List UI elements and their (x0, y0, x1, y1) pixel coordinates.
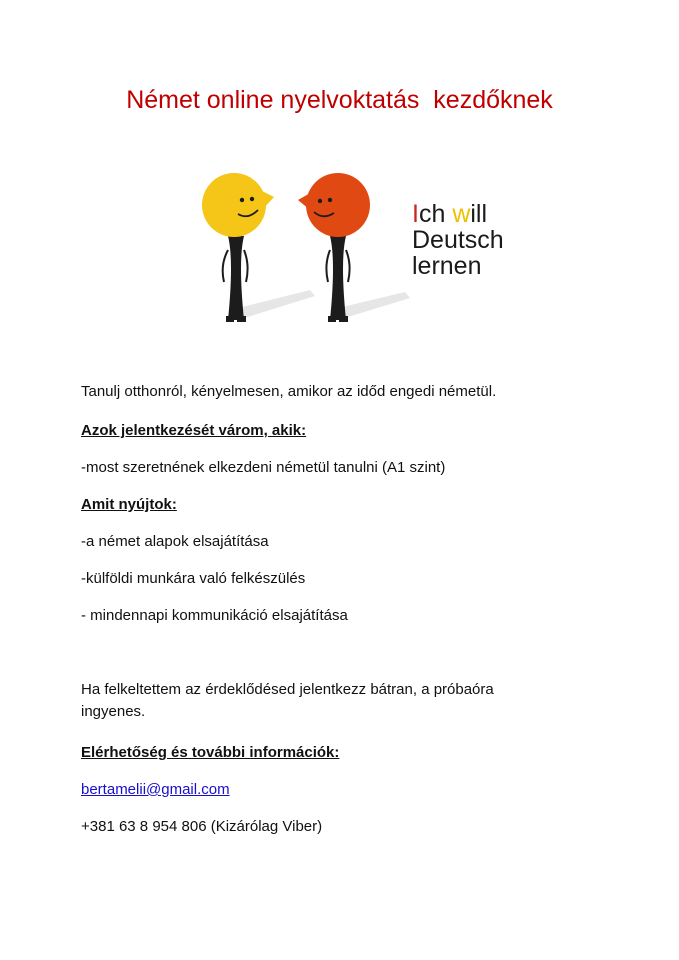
right-face-icon (298, 173, 370, 237)
right-figure-body (330, 236, 346, 320)
page-title: Német online nyelvoktatás kezdőknek (126, 86, 553, 114)
audience-item: -most szeretnének elkezdeni németül tanulni (A1 szint) (81, 459, 446, 476)
ich-will-deutsch-lernen-illustration (190, 170, 530, 335)
audience-heading: Azok jelentkezését várom, akik: (81, 422, 307, 439)
offer-item: - mindennapi kommunikáció elsajátítása (81, 607, 348, 624)
offer-item: -külföldi munkára való felkészülés (81, 570, 306, 587)
intro-text: Tanulj otthonról, kényelmesen, amikor az időd engedi németül. (81, 383, 497, 400)
logo-line-2: Deutsch (412, 226, 504, 254)
phone-text: +381 63 8 954 806 (Kizárólag Viber) (81, 818, 323, 835)
email-link[interactable]: bertamelii@gmail.com (81, 781, 230, 798)
logo-line-3: lernen (412, 252, 482, 280)
offer-item: -a német alapok elsajátítása (81, 533, 269, 550)
left-figure-body (228, 236, 244, 320)
call-to-action-text: Ha felkeltettem az érdeklődésed jelentkezz bátran, a próbaóra ingyenes. (81, 681, 494, 720)
email-line (81, 779, 601, 801)
logo-line-1: Ich will (412, 200, 488, 228)
contact-heading: Elérhetőség és további információk: (81, 744, 340, 761)
left-face-icon (202, 173, 274, 237)
offer-heading: Amit nyújtok: (81, 496, 177, 513)
